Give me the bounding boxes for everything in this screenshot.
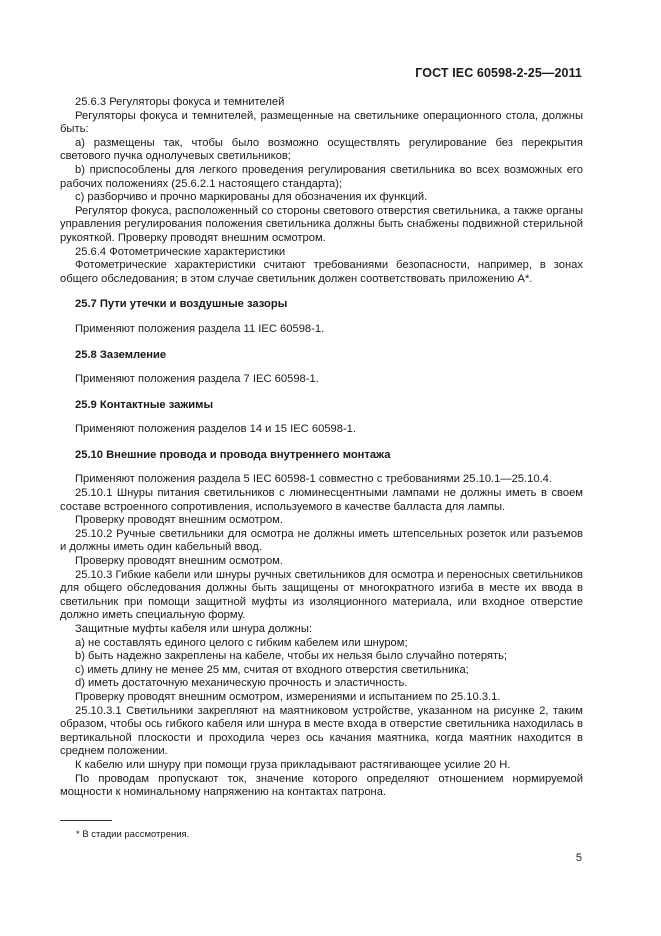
clause-25-6-3-title: 25.6.3 Регуляторы фокуса и темнителей	[75, 96, 285, 108]
paragraph: Применяют положения раздела 7 IEC 60598-1.	[75, 373, 319, 386]
paragraph: 25.10.3.1 Светильники закрепляют на маятниковом устройстве, указанном на рисунке 2, таким образом, чтобы ось гибкого кабеля или шнура в месте входа в отверстие светильника находилась в вертикальной плоскости и проходила через ось качания маятника, когда маятник находится в среднем положении.	[60, 704, 583, 758]
document-header: ГОСТ IEC 60598-2-25—2011	[415, 66, 582, 80]
footnote-divider	[60, 820, 112, 821]
list-item: c) иметь длину не менее 25 мм, считая от входного отверстия светильника;	[75, 663, 469, 676]
paragraph: Регуляторы фокуса и темнителей, размещенные на светильнике операционного стола, должны быть:	[60, 109, 583, 136]
paragraph: Защитные муфты кабеля или шнура должны:	[75, 623, 312, 635]
paragraph: Применяют положения раздела 5 IEC 60598-1 совместно с требованиями 25.10.1—25.10.4.	[75, 473, 553, 486]
paragraph: Применяют положения разделов 14 и 15 IEC 60598-1.	[75, 423, 357, 436]
paragraph: 25.10.3 Гибкие кабели или шнуры ручных светильников для осмотра и переносных светильников для общего обследования должны быть защищены от многократного изгиба в месте их ввода в светильник при помощи защитной муфты из изоляционного материала, или входное отверстие должно иметь специальную форму.	[60, 568, 583, 622]
paragraph: Применяют положения раздела 11 IEC 60598-1.	[75, 322, 325, 335]
section-heading-25-8: 25.8 Заземление	[75, 348, 167, 361]
page-body	[60, 96, 583, 800]
list-item: b) быть надежно закреплены на кабеле, чтобы их нельзя было случайно потерять;	[75, 650, 508, 663]
paragraph: Фотометрические характеристики считают требованиями безопасности, например, в зонах общего обследования; в этом случае светильник должен соответствовать приложению А*.	[60, 259, 583, 285]
paragraph: По проводам пропускают ток, значение которого определяют отношением нормируемой мощности к номинальному напряжению на контактах патрона.	[60, 772, 583, 799]
page-number: 5	[575, 852, 582, 864]
paragraph: Регулятор фокуса, расположенный со стороны светового отверстия светильника, а также органы управления регулирования положения светильника должны быть снабжены подвижной стерильной рукояткой. Проверку проводят внешним осмотром.	[60, 204, 583, 244]
section-heading-25-9: 25.9 Контактные зажимы	[75, 398, 213, 411]
paragraph: Проверку проводят внешним осмотром, измерениями и испытанием по 25.10.3.1.	[75, 690, 501, 703]
paragraph: 25.10.1 Шнуры питания светильников с люминесцентными лампами не должны иметь в своем составе встроенного сопротивления, используемого в качестве балласта для лампы.	[60, 487, 583, 513]
paragraph: К кабелю или шнуру при помощи груза прикладывают растягивающее усилие 20 Н.	[75, 758, 511, 771]
paragraph: Проверку проводят внешним осмотром.	[75, 514, 283, 527]
list-item: a) размещены так, чтобы было возможно осуществлять регулирование без перекрытия светового пучка однолучевых светильников;	[60, 136, 583, 163]
list-item: c) разборчиво и прочно маркированы для обозначения их функций.	[75, 191, 428, 204]
list-item: a) не составлять единого целого с гибким кабелем или шнуром;	[75, 636, 408, 649]
section-heading-25-7: 25.7 Пути утечки и воздушные зазоры	[75, 298, 288, 311]
list-item: b) приспособлены для легкого проведения регулирования светильника во всех возможных его рабочих положениях (25.6.2.1 настоящего стандарта);	[60, 163, 583, 190]
footnote: * В стадии рассмотрения.	[76, 829, 190, 840]
section-heading-25-10: 25.10 Внешние провода и провода внутреннего монтажа	[75, 448, 391, 461]
paragraph: Проверку проводят внешним осмотром.	[75, 555, 283, 568]
clause-25-6-4-title: 25.6.4 Фотометрические характеристики	[75, 245, 286, 258]
paragraph: 25.10.2 Ручные светильники для осмотра не должны иметь штепсельных розеток или разъемов и должны иметь один кабельный ввод.	[60, 527, 583, 554]
list-item: d) иметь достаточную механическую прочность и эластичность.	[75, 677, 408, 690]
